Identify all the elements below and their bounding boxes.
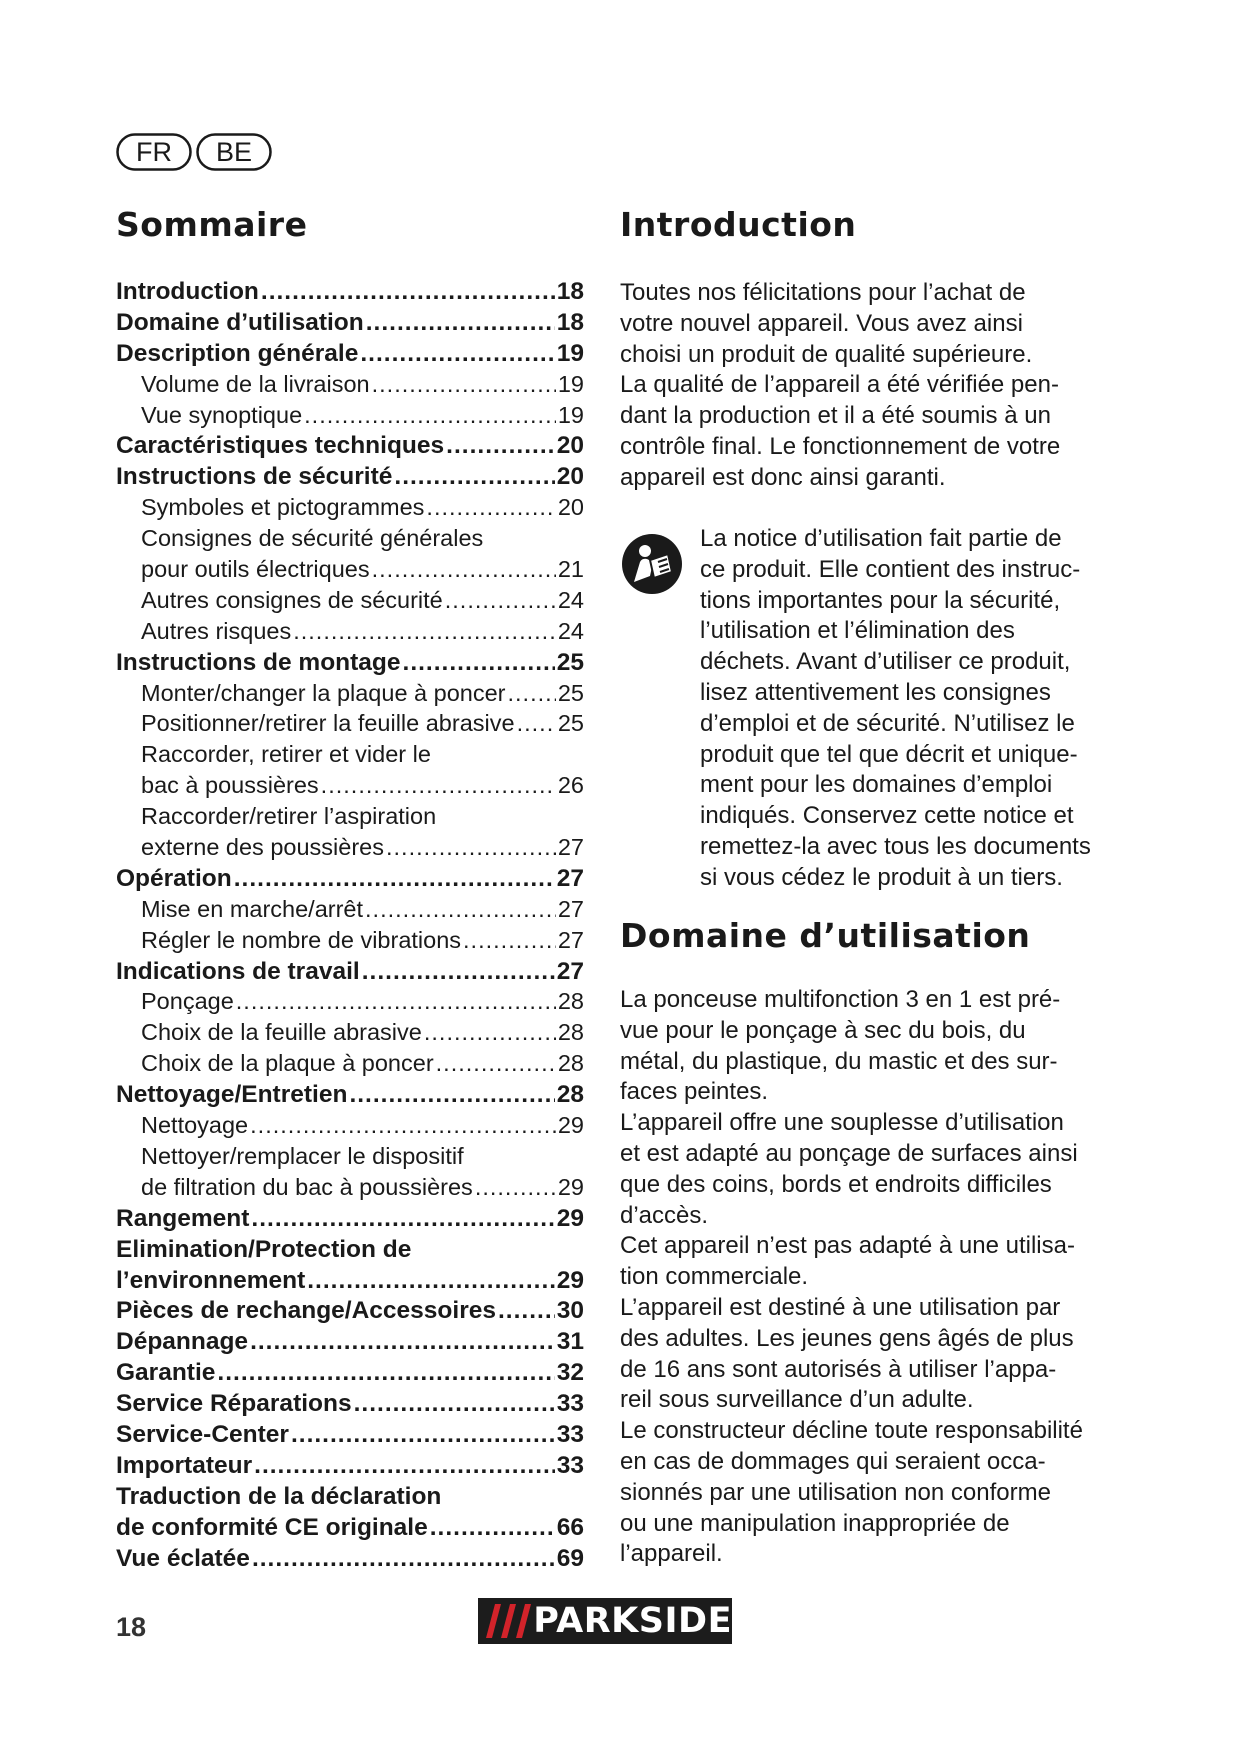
toc-entry xyxy=(116,525,584,556)
toc-entry-page: 19 xyxy=(556,339,584,367)
toc-entry-page: 19 xyxy=(557,370,584,397)
text-line: l’utilisation et l’élimination des xyxy=(700,617,1015,645)
text-line: indiqués. Conservez cette notice et xyxy=(700,802,1074,830)
country-badge-fr xyxy=(116,133,192,171)
text-line: lisez attentivement les consignes xyxy=(700,678,1051,706)
toc-entry-page: 30 xyxy=(556,1297,584,1325)
toc-entry xyxy=(116,680,584,711)
toc-entry-label: de conformité CE originale xyxy=(116,1513,428,1541)
brand-slash xyxy=(486,1604,501,1638)
toc-entry-page: 18 xyxy=(556,278,584,305)
toc-entry-page: 21 xyxy=(557,556,584,583)
toc-leader-dots xyxy=(372,556,556,583)
badge-label: BE xyxy=(215,137,253,167)
brand-slash xyxy=(501,1604,516,1638)
toc-entry-page: 20 xyxy=(557,494,584,521)
toc-entry-label: Caractéristiques techniques xyxy=(116,432,445,460)
toc-entry-page: 24 xyxy=(557,617,584,644)
toc-leader-dots xyxy=(426,494,555,521)
text-line: métal, du plastique, du mastic et des sur- xyxy=(620,1047,1058,1075)
toc-entry-label: Nettoyage/Entretien xyxy=(116,1081,348,1109)
toc-leader-dots xyxy=(463,927,556,954)
toc-entry-label: Consignes de sécurité générales xyxy=(141,525,484,552)
toc-leader-dots xyxy=(517,710,556,737)
usage-title: Domaine d’utilisation xyxy=(620,916,1031,955)
toc-entry-page: 27 xyxy=(556,957,584,985)
toc-entry xyxy=(116,1483,584,1514)
text-line: déchets. Avant d’utiliser ce produit, xyxy=(700,648,1071,676)
text-line: La qualité de l’appareil a été vérifiée pen- xyxy=(620,371,1059,399)
toc-entry xyxy=(116,463,584,494)
notice-text xyxy=(700,524,1100,894)
toc-leader-dots xyxy=(349,1081,554,1109)
toc-leader-dots xyxy=(475,1174,556,1201)
toc-entry-page: 24 xyxy=(557,586,584,613)
toc-entry-label: Autres risques xyxy=(141,617,292,644)
toc-leader-dots xyxy=(234,865,555,893)
text-line: en cas de dommages qui seraient occa- xyxy=(620,1447,1046,1475)
toc-entry-page: 29 xyxy=(556,1266,584,1294)
toc-entry xyxy=(116,1390,584,1421)
toc-leader-dots xyxy=(386,834,556,861)
toc-title: Sommaire xyxy=(116,205,308,244)
toc-entry xyxy=(116,1297,584,1328)
introduction-text xyxy=(620,278,1090,494)
toc-entry xyxy=(116,1205,584,1236)
text-line: que des coins, bords et endroits difficiles xyxy=(620,1170,1052,1198)
toc-entry-label: Domaine d’utilisation xyxy=(116,308,364,336)
toc-entry-page: 33 xyxy=(556,1390,584,1418)
toc-entry-label: Instructions de montage xyxy=(116,648,401,676)
toc-entry-label: Monter/changer la plaque à poncer xyxy=(141,679,506,706)
toc-entry-label: Nettoyage xyxy=(141,1112,249,1139)
toc-entry xyxy=(116,1019,584,1050)
toc-leader-dots xyxy=(424,1019,556,1046)
text-line: choisi un produit de qualité supérieure. xyxy=(620,340,1033,368)
toc-entry-page: 28 xyxy=(557,1050,584,1077)
toc-entry-label: de filtration du bac à poussières xyxy=(141,1173,473,1200)
toc-entry-label: Raccorder/retirer l’aspiration xyxy=(141,803,437,830)
text-line: tions importantes pour la sécurité, xyxy=(700,586,1061,614)
toc-entry xyxy=(116,741,584,772)
toc-entry-label: Autres consignes de sécurité xyxy=(141,586,443,613)
toc-entry-label: Positionner/retirer la feuille abrasive xyxy=(141,710,515,737)
toc-leader-dots xyxy=(360,340,554,368)
brand-name: PARKSIDE xyxy=(533,1601,732,1641)
toc-leader-dots xyxy=(403,649,555,677)
toc-entry xyxy=(116,1421,584,1452)
toc-leader-dots xyxy=(254,1452,555,1480)
toc-entry-page: 25 xyxy=(556,648,584,676)
text-line: Cet appareil n’est pas adapté à une utilisa- xyxy=(620,1232,1075,1260)
text-line: sionnés par une utilisation non conforme xyxy=(620,1478,1051,1506)
toc-entry-label: Choix de la feuille abrasive xyxy=(141,1019,422,1046)
brand-slashes-icon xyxy=(478,1598,533,1644)
text-line: vue pour le ponçage à sec du bois, du xyxy=(620,1016,1026,1044)
read-manual-icon xyxy=(620,532,684,596)
toc-entry-page: 66 xyxy=(556,1513,584,1541)
toc-entry xyxy=(116,865,584,896)
toc-leader-dots xyxy=(250,1112,556,1139)
toc-entry-label: l’environnement xyxy=(116,1266,306,1294)
usage-text xyxy=(620,985,1095,1570)
toc-leader-dots xyxy=(261,278,555,306)
toc-entry-page: 25 xyxy=(557,679,584,706)
toc-leader-dots xyxy=(291,1421,555,1449)
toc-entry-page: 33 xyxy=(556,1420,584,1448)
toc-entry xyxy=(116,1081,584,1112)
toc-leader-dots xyxy=(362,958,555,986)
toc-entry xyxy=(116,340,584,371)
introduction-title: Introduction xyxy=(620,205,857,244)
toc-entry xyxy=(116,402,584,433)
toc-entry xyxy=(116,618,584,649)
toc-entry-page: 28 xyxy=(556,1081,584,1109)
toc-entry xyxy=(116,927,584,958)
toc-entry-page: 28 xyxy=(557,1019,584,1046)
toc-entry-page: 69 xyxy=(556,1544,584,1572)
text-line: reil sous surveillance d’un adulte. xyxy=(620,1386,974,1414)
text-line: votre nouvel appareil. Vous avez ainsi xyxy=(620,309,1023,337)
toc-leader-dots xyxy=(236,988,556,1015)
toc-entry xyxy=(116,371,584,402)
toc-leader-dots xyxy=(307,1267,555,1295)
country-badges xyxy=(116,133,272,171)
toc-entry-label: Raccorder, retirer et vider le xyxy=(141,741,431,768)
toc-entry-label: Nettoyer/remplacer le dispositif xyxy=(141,1142,464,1169)
toc-entry-page: 25 xyxy=(557,710,584,737)
toc-entry-page: 28 xyxy=(557,988,584,1015)
toc-leader-dots xyxy=(498,1297,555,1325)
toc-entry-page: 31 xyxy=(556,1328,584,1356)
toc-leader-dots xyxy=(251,1205,554,1233)
toc-leader-dots xyxy=(430,1514,555,1542)
toc-entry xyxy=(116,896,584,927)
toc-entry-page: 27 xyxy=(557,834,584,861)
toc-entry xyxy=(116,1359,584,1390)
toc-leader-dots xyxy=(354,1390,555,1418)
toc-entry-page: 29 xyxy=(556,1204,584,1232)
toc-entry-label: Régler le nombre de vibrations xyxy=(141,926,462,953)
toc-entry xyxy=(116,278,584,309)
toc-entry-label: Traduction de la déclaration xyxy=(116,1482,442,1510)
toc-entry xyxy=(116,834,584,865)
toc-entry xyxy=(116,587,584,618)
brand-slash xyxy=(516,1604,531,1638)
text-line: faces peintes. xyxy=(620,1078,769,1106)
toc-entry xyxy=(116,803,584,834)
text-line: de 16 ans sont autorisés à utiliser l’appa- xyxy=(620,1355,1057,1383)
toc-leader-dots xyxy=(293,618,556,645)
toc-entry-label: Symboles et pictogrammes xyxy=(141,494,425,521)
text-line: remettez-la avec tous les documents xyxy=(700,832,1091,860)
toc-entry-label: Rangement xyxy=(116,1204,250,1232)
toc-entry xyxy=(116,432,584,463)
toc-entry xyxy=(116,1174,584,1205)
toc-entry xyxy=(116,772,584,803)
text-line: d’accès. xyxy=(620,1201,709,1229)
toc-entry xyxy=(116,1236,584,1267)
toc-entry-label: Dépannage xyxy=(116,1328,249,1356)
text-line: La ponceuse multifonction 3 en 1 est pré- xyxy=(620,986,1061,1013)
toc-entry-label: Garantie xyxy=(116,1359,216,1387)
text-line: L’appareil offre une souplesse d’utilisation xyxy=(620,1109,1064,1137)
toc-entry-label: Vue synoptique xyxy=(141,401,303,428)
toc-leader-dots xyxy=(436,1050,556,1077)
toc-entry-label: Vue éclatée xyxy=(116,1544,250,1572)
text-line: l’appareil. xyxy=(620,1540,723,1568)
toc-entry xyxy=(116,710,584,741)
toc-entry-page: 18 xyxy=(556,308,584,336)
toc-entry-label: Mise en marche/arrêt xyxy=(141,895,364,922)
toc-entry-label: Elimination/Protection de xyxy=(116,1235,412,1263)
toc-entry-page: 20 xyxy=(556,432,584,460)
toc-leader-dots xyxy=(217,1359,554,1387)
page-number: 18 xyxy=(116,1612,147,1642)
toc-entry-page: 20 xyxy=(556,463,584,491)
toc-entry-label: Opération xyxy=(116,864,232,892)
toc-entry-page: 27 xyxy=(557,926,584,953)
toc-entry-label: Service Réparations xyxy=(116,1390,352,1418)
toc-entry-label: Pièces de rechange/Accessoires xyxy=(116,1297,496,1325)
brand-logo xyxy=(478,1598,732,1644)
toc-entry-label: externe des poussières xyxy=(141,834,384,861)
toc-entry xyxy=(116,649,584,680)
toc-entry-label: Description générale xyxy=(116,339,359,367)
toc-entry-page: 29 xyxy=(557,1112,584,1139)
toc-leader-dots xyxy=(366,309,555,337)
toc-entry-page: 19 xyxy=(557,401,584,428)
toc-entry xyxy=(116,1267,584,1298)
toc-entry xyxy=(116,309,584,340)
text-line: dant la production et il a été soumis à un xyxy=(620,402,1051,430)
toc-entry-label: Indications de travail xyxy=(116,957,360,985)
toc-entry xyxy=(116,958,584,989)
toc-entry xyxy=(116,1143,584,1174)
text-line: si vous cédez le produit à un tiers. xyxy=(700,863,1063,891)
toc-leader-dots xyxy=(446,432,555,460)
toc-leader-dots xyxy=(372,371,556,398)
toc-entry-label: Volume de la livraison xyxy=(141,370,370,397)
text-line: contrôle final. Le fonctionnement de votre xyxy=(620,432,1061,460)
text-line: produit que tel que décrit et unique- xyxy=(700,740,1078,768)
toc-entry xyxy=(116,494,584,525)
text-line: ment pour les domaines d’emploi xyxy=(700,771,1053,799)
text-line: tion commerciale. xyxy=(620,1263,809,1291)
toc-entry-page: 29 xyxy=(557,1173,584,1200)
toc-entry xyxy=(116,1545,584,1576)
toc-entry xyxy=(116,1452,584,1483)
toc-entry-label: Importateur xyxy=(116,1451,253,1479)
toc-entry-page: 26 xyxy=(557,772,584,799)
toc-entry-label: pour outils électriques xyxy=(141,556,370,583)
text-line: L’appareil est destiné à une utilisation par xyxy=(620,1293,1061,1321)
toc-leader-dots xyxy=(445,587,556,614)
toc-leader-dots xyxy=(365,896,556,923)
toc-entry-label: Choix de la plaque à poncer xyxy=(141,1050,434,1077)
toc-leader-dots xyxy=(250,1328,555,1356)
toc-entry-page: 27 xyxy=(556,864,584,892)
toc-entry xyxy=(116,556,584,587)
country-badge-be xyxy=(196,133,272,171)
toc-entry xyxy=(116,988,584,1019)
toc-entry-page: 32 xyxy=(556,1359,584,1387)
toc-entry xyxy=(116,1514,584,1545)
text-line: appareil est donc ainsi garanti. xyxy=(620,463,946,491)
toc-entry-label: Introduction xyxy=(116,278,259,305)
toc-leader-dots xyxy=(321,772,556,799)
toc-entry xyxy=(116,1050,584,1081)
text-line: ce produit. Elle contient des instruc- xyxy=(700,555,1081,583)
toc-leader-dots xyxy=(304,402,556,429)
text-line: Toutes nos félicitations pour l’achat de xyxy=(620,279,1026,306)
badge-label: FR xyxy=(136,137,172,167)
toc-entry-label: Service-Center xyxy=(116,1420,289,1448)
text-line: ou une manipulation inappropriée de xyxy=(620,1509,1010,1537)
toc-leader-dots xyxy=(508,680,556,707)
toc-entry-page: 33 xyxy=(556,1451,584,1479)
text-line: d’emploi et de sécurité. N’utilisez le xyxy=(700,709,1075,737)
text-line: La notice d’utilisation fait partie de xyxy=(700,525,1062,552)
toc-entry xyxy=(116,1112,584,1143)
toc-leader-dots xyxy=(394,463,554,491)
toc-leader-dots xyxy=(252,1545,555,1573)
text-line: Le constructeur décline toute responsabilité xyxy=(620,1417,1083,1445)
toc-entry xyxy=(116,1328,584,1359)
toc-entry-page: 27 xyxy=(557,895,584,922)
text-line: et est adapté au ponçage de surfaces ainsi xyxy=(620,1139,1078,1167)
text-line: des adultes. Les jeunes gens âgés de plus xyxy=(620,1324,1074,1352)
toc-entry-label: Instructions de sécurité xyxy=(116,463,393,491)
table-of-contents xyxy=(116,278,584,1575)
toc-entry-label: Ponçage xyxy=(141,988,234,1015)
toc-entry-label: bac à poussières xyxy=(141,772,319,799)
